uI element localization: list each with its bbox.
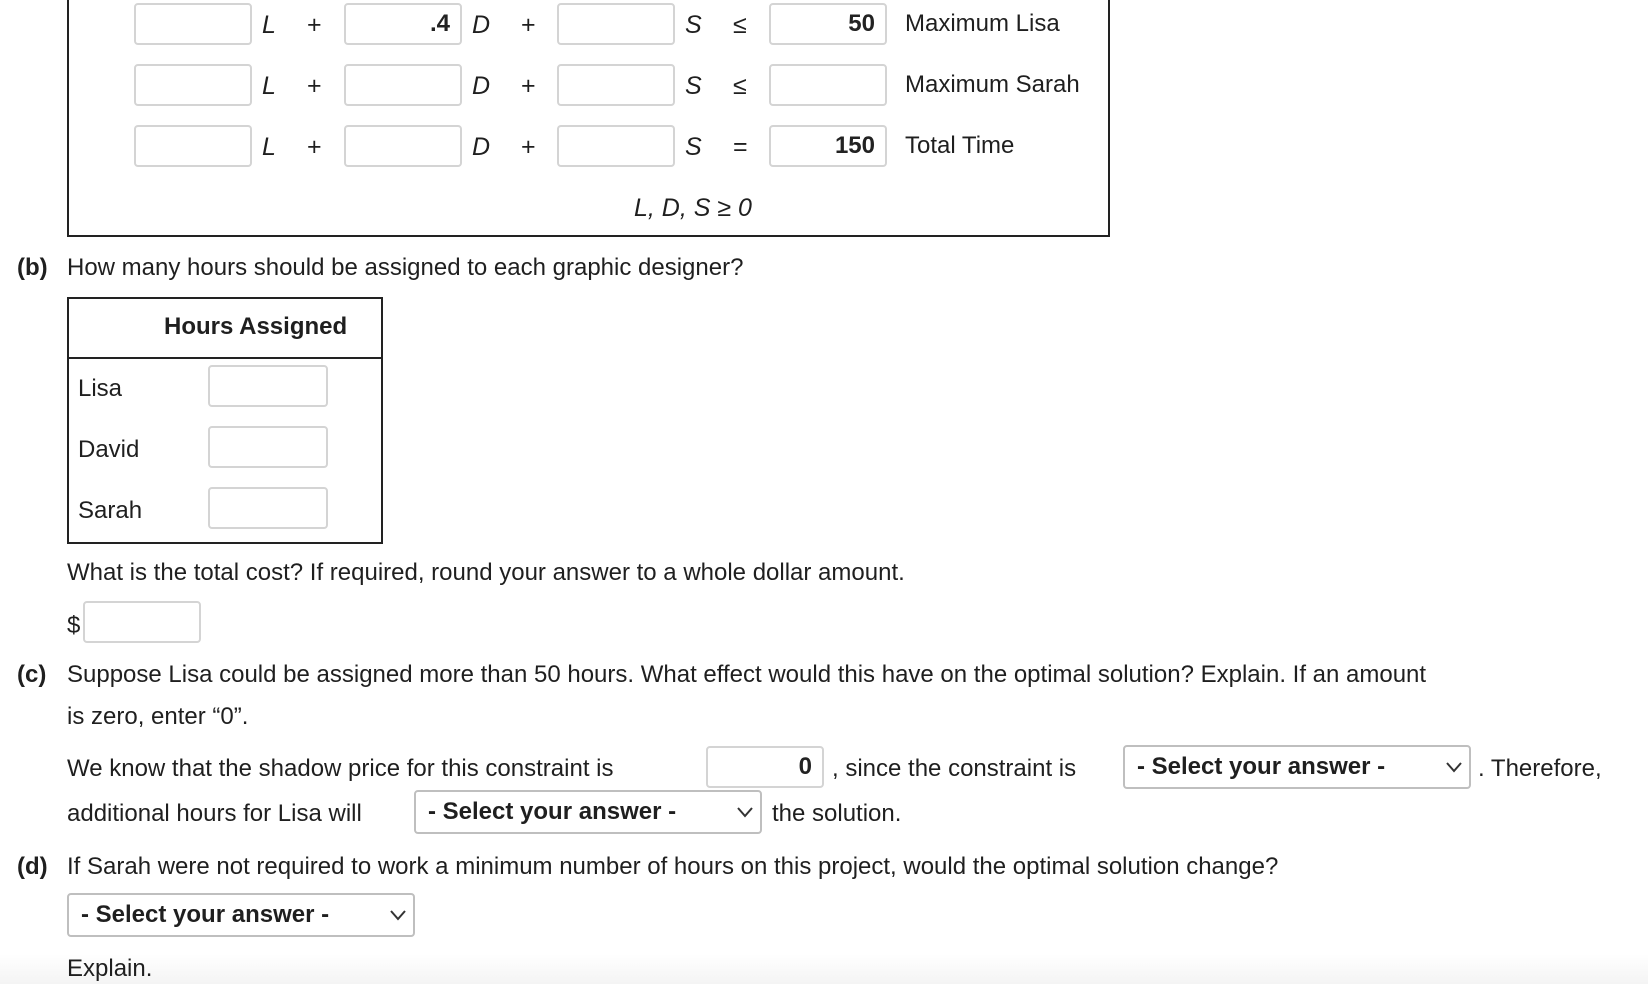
constraint-label: Maximum Sarah — [905, 71, 1080, 98]
total-cost-input[interactable] — [83, 601, 201, 643]
lp-row1-d-input[interactable] — [344, 3, 462, 45]
select-value: - Select your answer - — [1137, 753, 1386, 780]
hours-assigned-header: Hours Assigned — [164, 313, 348, 340]
var-l-label: L — [262, 11, 276, 39]
explain-label: Explain. — [67, 955, 153, 982]
dollar-sign: $ — [67, 612, 81, 639]
constraint-operator: ≤ — [733, 72, 747, 100]
lp-row2-rhs-input[interactable] — [769, 64, 887, 106]
select-value: - Select your answer - — [428, 798, 677, 825]
table-header-divider — [69, 357, 381, 359]
constraint-operator: = — [733, 133, 748, 161]
var-d-label: D — [472, 11, 491, 39]
part-c-marker: (c) — [17, 661, 47, 688]
lp-row1-l-input[interactable] — [134, 3, 252, 45]
chevron-down-icon — [730, 806, 760, 818]
designer-name: David — [78, 436, 140, 463]
lp-row3-l-input[interactable] — [134, 125, 252, 167]
lp-row3-rhs-input[interactable] — [769, 125, 887, 167]
chevron-down-icon — [1439, 761, 1469, 773]
constraint-is-text: , since the constraint is — [832, 755, 1077, 782]
hours-sarah-input[interactable] — [208, 487, 328, 529]
plus-sign: + — [307, 72, 322, 100]
var-d-label: D — [472, 133, 491, 161]
total-cost-question: What is the total cost? If required, round your answer to a whole dollar amount. — [67, 559, 905, 586]
shadow-price-input[interactable] — [706, 746, 824, 788]
part-b-question: How many hours should be assigned to each graphic designer? — [67, 254, 744, 281]
lp-row1-s-input[interactable] — [557, 3, 675, 45]
solution-change-select[interactable] — [67, 893, 415, 937]
lp-row2-l-input[interactable] — [134, 64, 252, 106]
therefore-text: . Therefore, — [1478, 755, 1602, 782]
part-c-question-line1: Suppose Lisa could be assigned more than 50 hours. What effect would this have on the optimal solution? Explain. If an amount — [67, 661, 1427, 688]
lp-row1-rhs-input[interactable] — [769, 3, 887, 45]
var-s-label: S — [685, 11, 702, 39]
plus-sign: + — [521, 11, 536, 39]
constraint-label: Total Time — [905, 132, 1015, 159]
part-d-marker: (d) — [17, 853, 48, 880]
part-c-question-line2: is zero, enter “0”. — [67, 703, 249, 730]
constraint-label: Maximum Lisa — [905, 10, 1060, 37]
shadow-price-text: We know that the shadow price for this constraint is — [67, 755, 614, 782]
part-b-marker: (b) — [17, 254, 48, 281]
plus-sign: + — [521, 72, 536, 100]
hours-lisa-input[interactable] — [208, 365, 328, 407]
lp-row3-d-input[interactable] — [344, 125, 462, 167]
designer-name: Sarah — [78, 497, 143, 524]
var-s-label: S — [685, 72, 702, 100]
plus-sign: + — [521, 133, 536, 161]
lp-row3-s-input[interactable] — [557, 125, 675, 167]
lp-row2-s-input[interactable] — [557, 64, 675, 106]
var-l-label: L — [262, 133, 276, 161]
var-l-label: L — [262, 72, 276, 100]
effect-on-solution-select[interactable] — [414, 790, 762, 834]
part-d-question: If Sarah were not required to work a minimum number of hours on this project, would the optimal solution change? — [67, 853, 1279, 880]
nonnegativity-constraint: L, D, S ≥ 0 — [634, 194, 752, 222]
page-bottom-shade — [0, 954, 1648, 984]
select-value: - Select your answer - — [81, 901, 330, 928]
constraint-status-select[interactable] — [1123, 745, 1471, 789]
var-d-label: D — [472, 72, 491, 100]
chevron-down-icon — [383, 909, 413, 921]
the-solution-text: the solution. — [772, 800, 902, 827]
constraint-operator: ≤ — [733, 11, 747, 39]
plus-sign: + — [307, 11, 322, 39]
designer-name: Lisa — [78, 375, 123, 402]
additional-hours-text: additional hours for Lisa will — [67, 800, 362, 827]
var-s-label: S — [685, 133, 702, 161]
plus-sign: + — [307, 133, 322, 161]
hours-david-input[interactable] — [208, 426, 328, 468]
lp-row2-d-input[interactable] — [344, 64, 462, 106]
